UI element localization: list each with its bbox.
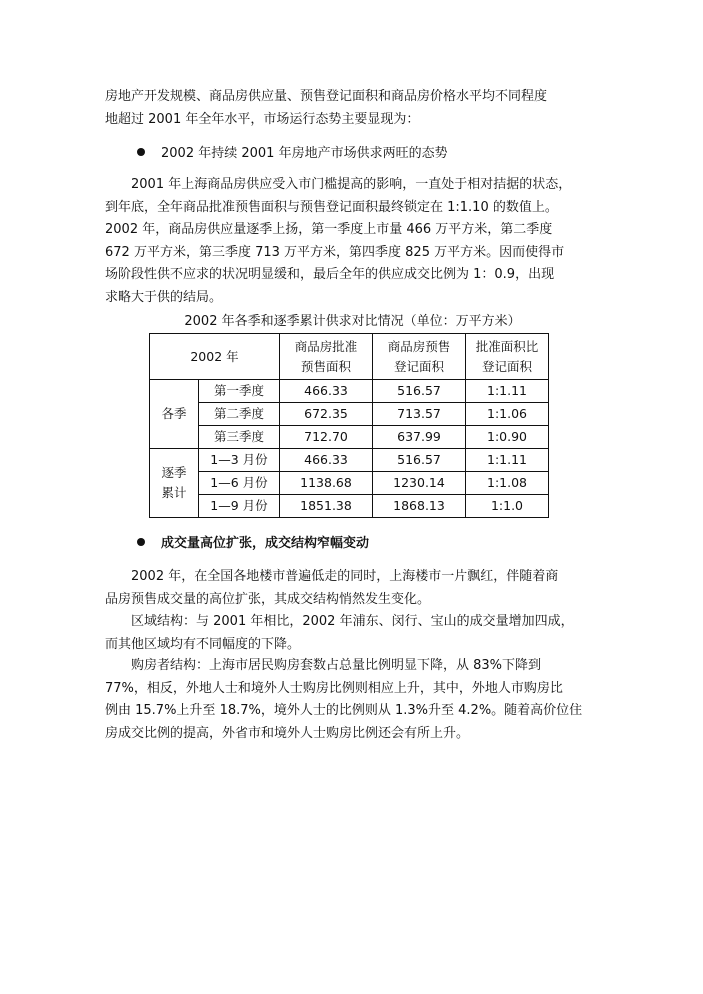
text-line: 房成交比例的提高，外省市和境外人士购房比例还会有所上升。 — [105, 725, 470, 741]
cell-registered: 1868.13 — [373, 495, 466, 518]
text-line: 例由 15.7%上升至 18.7%，境外人士的比例则从 1.3%升至 4.2%。随着高价位住 — [105, 703, 583, 718]
supply-paragraph — [105, 174, 605, 309]
text-line: 672 万平方米，第三季度 713 万平方米，第四季度 825 万平方米。因而使得市 — [105, 244, 565, 260]
bullet-icon — [137, 538, 145, 546]
intro-paragraph — [105, 86, 605, 131]
transaction-paragraph — [105, 566, 605, 611]
cell-registered: 637.99 — [373, 426, 466, 449]
bullet-heading-1 — [137, 145, 448, 163]
group-label-cumulative — [150, 449, 199, 518]
cell-approved: 672.35 — [280, 403, 373, 426]
cell-ratio: 1:1.11 — [466, 449, 549, 472]
text-line: 到年底，全年商品批准预售面积与预售登记面积最终锁定在 1:1.10 的数值上。 — [105, 199, 558, 215]
table-row — [150, 472, 549, 495]
header-line: 批准面积比 — [475, 338, 539, 354]
cell-period: 1—6 月份 — [199, 472, 280, 495]
text-line: 77%，相反，外地人士和境外人士购房比例则相应上升，其中，外地人市购房比 — [105, 680, 563, 696]
table-caption: 2002 年各季和逐季累计供求对比情况（单位：万平方米） — [184, 314, 521, 329]
text-line: 品房预售成交量的高位扩张，其成交结构悄然发生变化。 — [105, 591, 431, 607]
table-row — [150, 449, 549, 472]
header-line: 登记面积 — [393, 358, 444, 374]
bullet-text: 成交量高位扩张，成交结构窄幅变动 — [161, 536, 370, 551]
bullet-icon — [137, 148, 145, 156]
text-line: 房地产开发规模、商品房供应量、预售登记面积和商品房价格水平均不同程度 — [105, 89, 548, 104]
header-line: 登记面积 — [481, 358, 532, 374]
table-row — [150, 426, 549, 449]
text-line: 地超过 2001 年全年水平，市场运行态势主要显现为： — [105, 111, 420, 127]
regional-structure-paragraph — [105, 611, 605, 656]
cell-registered: 516.57 — [373, 449, 466, 472]
cell-period: 第二季度 — [199, 403, 280, 426]
header-line: 商品房批准 — [294, 338, 358, 354]
table-row — [150, 495, 549, 518]
cell-approved: 712.70 — [280, 426, 373, 449]
cell-registered: 516.57 — [373, 380, 466, 403]
cell-ratio: 1:1.08 — [466, 472, 549, 495]
cell-period: 1—9 月份 — [199, 495, 280, 518]
table-header-row — [150, 334, 549, 380]
supply-demand-table — [149, 333, 549, 518]
bullet-text: 2002 年持续 2001 年房地产市场供求两旺的态势 — [161, 146, 448, 161]
text-line: 区域结构：与 2001 年相比，2002 年浦东、闵行、宝山的成交量增加四成， — [131, 614, 574, 629]
header-year: 2002 年 — [150, 334, 280, 380]
group-label-line: 累计 — [161, 485, 187, 500]
cell-approved: 1851.38 — [280, 495, 373, 518]
header-line: 预售面积 — [300, 358, 351, 374]
cell-registered: 713.57 — [373, 403, 466, 426]
text-line: 2001 年上海商品房供应受入市门槛提高的影响，一直处于相对拮据的状态， — [131, 177, 572, 192]
table-row — [150, 403, 549, 426]
cell-approved: 1138.68 — [280, 472, 373, 495]
group-label-line: 逐季 — [161, 465, 187, 480]
header-approved — [280, 334, 373, 380]
header-ratio — [466, 334, 549, 380]
cell-period: 第三季度 — [199, 426, 280, 449]
cell-registered: 1230.14 — [373, 472, 466, 495]
bullet-heading-2 — [137, 535, 369, 553]
header-registered — [373, 334, 466, 380]
text-line: 场阶段性供不应求的状况明显缓和，最后全年的供应成交比例为 1：0.9，出现 — [105, 267, 555, 282]
buyer-structure-paragraph — [105, 655, 605, 745]
table-row — [150, 380, 549, 403]
text-line: 购房者结构：上海市居民购房套数占总量比例明显下降，从 83%下降到 — [131, 658, 542, 673]
text-line: 而其他区域均有不同幅度的下降。 — [105, 636, 301, 652]
cell-period: 1—3 月份 — [199, 449, 280, 472]
cell-ratio: 1:0.90 — [466, 426, 549, 449]
text-line: 求略大于供的结局。 — [105, 289, 223, 305]
cell-ratio: 1:1.0 — [466, 495, 549, 518]
cell-approved: 466.33 — [280, 449, 373, 472]
cell-approved: 466.33 — [280, 380, 373, 403]
cell-ratio: 1:1.11 — [466, 380, 549, 403]
text-line: 2002 年，商品房供应量逐季上扬，第一季度上市量 466 万平方米，第二季度 — [105, 222, 553, 237]
cell-period: 第一季度 — [199, 380, 280, 403]
cell-ratio: 1:1.06 — [466, 403, 549, 426]
text-line: 2002 年，在全国各地楼市普遍低走的同时，上海楼市一片飘红，伴随着商 — [131, 569, 559, 584]
group-label-quarterly: 各季 — [150, 380, 199, 449]
header-line: 商品房预售 — [387, 338, 451, 354]
